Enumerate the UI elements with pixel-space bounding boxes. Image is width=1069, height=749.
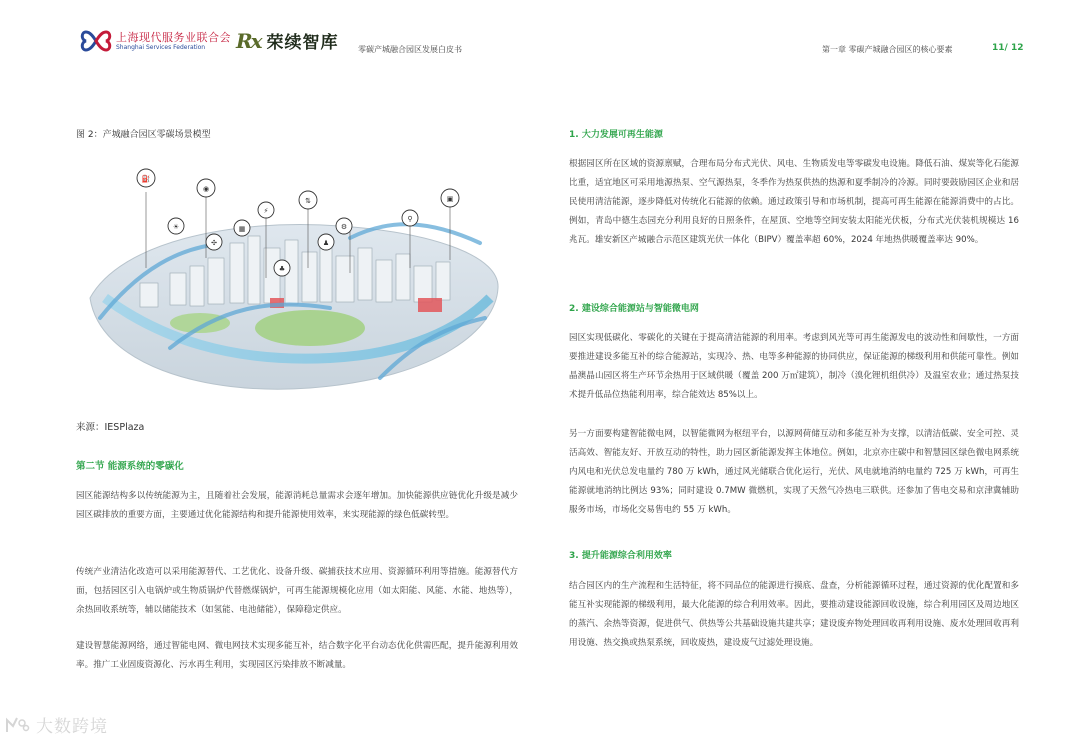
svg-text:⛽: ⛽ bbox=[141, 175, 151, 183]
svg-text:✣: ✣ bbox=[211, 239, 217, 247]
svg-text:⇅: ⇅ bbox=[305, 197, 311, 205]
figure-source: 来源：IESPlaza bbox=[76, 422, 145, 433]
rx-logo bbox=[236, 28, 339, 53]
zero-carbon-park-illustration bbox=[80, 148, 510, 400]
watermark-logo-icon bbox=[4, 714, 30, 736]
item-3-paragraph: 结合园区内的生产流程和生活特征，将不同品位的能源进行摸底、盘查，分析能源循环过程，通过资源的优化配置和多能互补实现能源的梯级利用，最大化能源的综合利用效率。因此，要推动建设能源回收设施，综合利用园区及周边地区的蒸汽、余热等资源，促进供气、供热等公共基础设施共建共享；建设废弃物处理回收再利用设施、废水处理回收再利用设施、热交换或热泵系统，回收废热，建设废气过滤处理设施。 bbox=[569, 581, 1019, 648]
item-1-paragraph: 根据园区所在区域的资源禀赋，合理布局分布式光伏、风电、生物质发电等零碳发电设施。降低石油、煤炭等化石能源比重，适宜地区可采用地源热泵、空气源热泵，冬季作为热泵供热的热源和夏季制冷的冷源。同时要鼓励园区企业和居民使用清洁能源，逐步降低对传统化石能源的依赖。通过政策引导和市场机制，提高可再生能源在能源消费中的占比。例如，青岛中德生态园充分利用良好的日照条件，在屋顶、空地等空间安装太阳能光伏板，分布式光伏装机规模达 16 兆瓦。雄安新区产城融合示范区建筑光伏一体化（BIPV）覆盖率超 60%，2024 年地热供暖覆盖率达 90%。 bbox=[569, 159, 1019, 245]
figure-caption: 图 2：产城融合园区零碳场景模型 bbox=[76, 130, 211, 140]
item-1-title: 1. 大力发展可再生能源 bbox=[569, 130, 663, 140]
city-illustration bbox=[80, 148, 510, 400]
svg-text:⚲: ⚲ bbox=[407, 215, 413, 223]
section-title: 第二节 能源系统的零碳化 bbox=[76, 461, 184, 472]
svg-text:⚡: ⚡ bbox=[263, 207, 269, 215]
svg-text:☀: ☀ bbox=[172, 223, 180, 231]
item-3-title: 3. 提升能源综合利用效率 bbox=[569, 551, 672, 561]
item-2-paragraph-1: 园区实现低碳化、零碳化的关键在于提高清洁能源的利用率。考虑到风光等可再生能源发电的波动性和间歇性，一方面要推进建设多能互补的综合能源站，实现冷、热、电等多种能源的协同供应，保证能源的梯级利用和供能可靠性。例如晶澳晶山园区将生产环节余热用于区域供暖（覆盖 200 万㎡建筑），制冷（溴化锂机组供冷）及温室农业；通过热泵技术提升低品位热能利用率，综合能效达 85%以上。 bbox=[569, 333, 1019, 400]
ssf-logo bbox=[80, 28, 231, 54]
svg-text:▣: ▣ bbox=[446, 195, 454, 203]
doc-subtitle: 零碳产城融合园区发展白皮书 bbox=[358, 45, 462, 54]
rx-logo-mark: Rx bbox=[236, 28, 261, 53]
ssf-name-cn: 上海现代服务业联合会 bbox=[116, 30, 231, 44]
ssf-logo-icon bbox=[80, 28, 112, 54]
chapter-title: 第一章 零碳产城融合园区的核心要素 bbox=[822, 45, 953, 54]
item-2-title: 2. 建设综合能源站与智能微电网 bbox=[569, 304, 699, 314]
svg-text:⚙: ⚙ bbox=[340, 223, 348, 231]
page-header bbox=[0, 0, 1069, 80]
svg-text:▦: ▦ bbox=[238, 225, 246, 233]
rx-logo-text: 荣续智库 bbox=[266, 33, 339, 53]
watermark-text: 大数跨境 bbox=[36, 717, 108, 737]
svg-text:♟: ♟ bbox=[322, 239, 330, 247]
left-paragraph-3: 建设智慧能源网络，通过智能电网、微电网技术实现多能互补，结合数字化平台动态优化供需匹配，提升能源利用效率。推广工业固废资源化、污水再生利用，实现园区污染排放不断减量。 bbox=[76, 641, 518, 670]
page-number: 11/ 12 bbox=[992, 43, 1024, 53]
ssf-name-en: Shanghai Services Federation bbox=[116, 43, 206, 51]
left-paragraph-1: 园区能源结构多以传统能源为主，且随着社会发展，能源消耗总量需求会逐年增加。加快能源供应链优化升级是减少园区碳排放的重要方面，主要通过优化能源结构和提升能源使用效率，来实现能源的绿色低碳转型。 bbox=[76, 491, 518, 520]
item-2-paragraph-2: 另一方面要构建智能微电网，以智能微网为枢纽平台，以源网荷储互动和多能互补为支撑，以清洁低碳、安全可控、灵活高效、智能友好、开放互动的特性，助力园区新能源发挥主体地位。例如，北京亦庄碳中和智慧园区绿色微电网系统内风电和光伏总发电量约 780 万 kWh，通过风光储联合优化运行，光伏、风电就地消纳电量约 725 万 kWh，可再生能源就地消纳比例达 93%；同时建设 0.7MW 微燃机，实现了天然气冷热电三联供。还参加了售电交易和京津冀辅助服务市场，市场化交易售电约 55 万 kWh。 bbox=[569, 429, 1019, 515]
svg-text:◉: ◉ bbox=[202, 185, 210, 193]
svg-text:♣: ♣ bbox=[278, 265, 286, 273]
watermark bbox=[4, 712, 108, 737]
left-paragraph-2: 传统产业清洁化改造可以采用能源替代、工艺优化、设备升级、碳捕获技术应用、资源循环利用等措施。能源替代方面，包括园区引入电锅炉或生物质锅炉代替燃煤锅炉，可再生能源规模化应用（如太阳能、风能、水能、地热等），余热回收系统等，辅以储能技术（如氢能、电池储能），保障稳定供应。 bbox=[76, 567, 518, 615]
